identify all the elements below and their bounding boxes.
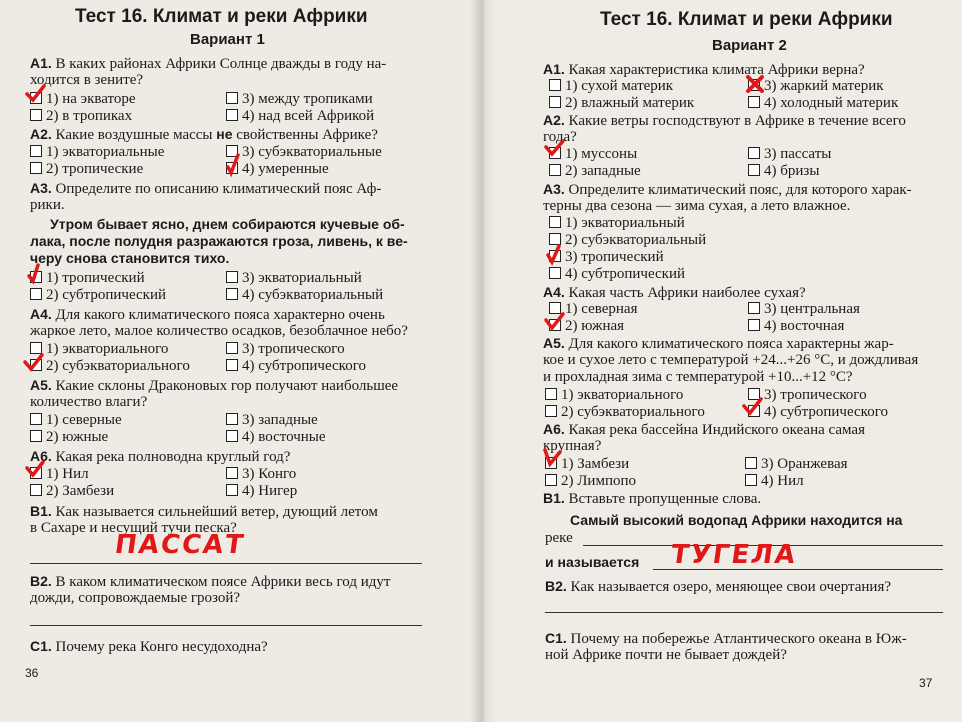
q-c1: С1. Почему на побережье Атлантического океана в Юж-	[545, 630, 907, 647]
checkbox[interactable]	[226, 109, 238, 121]
checkbox[interactable]	[30, 162, 42, 174]
checkbox[interactable]	[748, 319, 760, 331]
q-a5: А5. Для какого климатического пояса характерны жар-	[543, 335, 894, 352]
a5-option-4[interactable]: 4) субтропического	[748, 404, 888, 420]
a2-option-2[interactable]: 2) тропические	[30, 161, 143, 177]
checkmark-icon	[543, 311, 567, 333]
q-a3-cont: терны два сезона — зима сухая, а лето влажное.	[543, 198, 851, 214]
q-b1: В1. Вставьте пропущенные слова.	[543, 490, 762, 507]
a4-option-4[interactable]: 4) восточная	[748, 318, 844, 334]
checkmark-icon	[741, 396, 765, 418]
checkbox[interactable]	[748, 147, 760, 159]
q-b1-cont: в Сахаре и несущий тучи песка?	[30, 520, 237, 536]
a5-option-2[interactable]: 2) южные	[30, 429, 108, 445]
q-a5-cont: кое и сухое лето с температурой +24...+26 °С, и дождливая	[543, 352, 919, 368]
a5-option-1[interactable]: 1) северные	[30, 412, 122, 428]
a4-option-2[interactable]: 2) южная	[549, 318, 624, 334]
checkbox[interactable]	[226, 359, 238, 371]
a3-description-1: Утром бывает ясно, днем собираются кучевые об-	[50, 216, 405, 232]
checkmark-icon	[543, 243, 567, 267]
a3-option-4[interactable]: 4) субтропический	[549, 266, 685, 282]
a4-option-3[interactable]: 3) тропического	[226, 341, 345, 357]
b2-answer-line[interactable]	[545, 612, 943, 613]
checkmark-icon	[745, 74, 765, 94]
q-a1-cont: ходится в зените?	[30, 72, 144, 88]
checkbox[interactable]	[226, 413, 238, 425]
a4-option-4[interactable]: 4) субтропического	[226, 358, 366, 374]
q-a3: А3. Определите климатический пояс, для которого харак-	[543, 181, 912, 198]
a1-option-3[interactable]: 3) жаркий материк	[748, 78, 884, 94]
checkbox[interactable]	[30, 430, 42, 442]
q-a5-cont2: и прохладная зима с температурой +10...+12 °С?	[543, 369, 853, 385]
a1-option-3[interactable]: 3) между тропиками	[226, 91, 373, 107]
q-a4: А4. Для какого климатического пояса характерно очень	[30, 306, 385, 323]
a4-option-2[interactable]: 2) субэкваториального	[30, 358, 190, 374]
a3-option-1[interactable]: 1) тропический	[30, 270, 145, 286]
checkbox[interactable]	[226, 288, 238, 300]
q-a5-cont: количество влаги?	[30, 394, 148, 410]
b1-answer-line[interactable]	[30, 563, 422, 564]
b1-reka-label: реке	[545, 530, 573, 546]
a6-option-4[interactable]: 4) Нил	[745, 473, 804, 489]
book-gutter	[470, 0, 496, 722]
right-title: Тест 16. Климат и реки Африки	[600, 9, 893, 30]
a2-option-2[interactable]: 2) западные	[549, 163, 641, 179]
a2-option-3[interactable]: 3) пассаты	[748, 146, 831, 162]
a2-option-4[interactable]: 4) умеренные	[226, 161, 329, 177]
q-a6: А6. Какая река полноводна круглый год?	[30, 448, 291, 465]
a1-option-1[interactable]: 1) сухой материк	[549, 78, 673, 94]
checkmark-icon	[22, 352, 46, 374]
a3-option-3[interactable]: 3) тропический	[549, 249, 664, 265]
checkbox[interactable]	[226, 92, 238, 104]
a4-option-1[interactable]: 1) экваториального	[30, 341, 168, 357]
checkmark-icon	[222, 153, 246, 179]
checkbox[interactable]	[549, 164, 561, 176]
checkmark-icon	[24, 262, 48, 286]
a6-option-1[interactable]: 1) Нил	[30, 466, 89, 482]
q-a4: А4. Какая часть Африки наиболее сухая?	[543, 284, 806, 301]
q-c1-cont: ной Африке почти не бывает дождей?	[545, 647, 787, 663]
a2-option-3[interactable]: 3) субэкваториальные	[226, 144, 382, 160]
a4-option-1[interactable]: 1) северная	[549, 301, 637, 317]
q-a1: А1. Какая характеристика климата Африки верна?	[543, 61, 865, 78]
a3-option-4[interactable]: 4) субэкваториальный	[226, 287, 383, 303]
checkbox[interactable]	[745, 457, 757, 469]
checkbox[interactable]	[30, 413, 42, 425]
checkbox[interactable]	[748, 164, 760, 176]
checkbox[interactable]	[226, 467, 238, 479]
checkmark-icon	[24, 83, 48, 105]
checkbox[interactable]	[549, 216, 561, 228]
q-b2: В2. Как называется озеро, меняющее свои очертания?	[545, 578, 892, 595]
a1-option-2[interactable]: 2) влажный материк	[549, 95, 694, 111]
q-a3-cont: рики.	[30, 197, 65, 213]
a2-option-4[interactable]: 4) бризы	[748, 163, 819, 179]
checkbox[interactable]	[545, 405, 557, 417]
checkmark-icon	[24, 458, 48, 480]
a6-option-4[interactable]: 4) Нигер	[226, 483, 297, 499]
checkbox[interactable]	[745, 474, 757, 486]
checkmark-icon	[541, 447, 565, 469]
checkbox[interactable]	[30, 288, 42, 300]
q-a2-cont: года?	[543, 129, 577, 145]
checkmark-icon	[543, 138, 567, 160]
q-b2: В2. В каком климатическом поясе Африки весь год идут	[30, 573, 391, 590]
page-number-left: 36	[25, 666, 39, 680]
a5-option-2[interactable]: 2) субэкваториального	[545, 404, 705, 420]
q-a2: А2. Какие воздушные массы не свойственны Африке?	[30, 126, 378, 143]
b1-named-label: и называется	[545, 554, 640, 570]
a3-description-3: черу снова становится тихо.	[30, 250, 230, 266]
left-variant: Вариант 1	[190, 31, 265, 48]
a5-option-4[interactable]: 4) восточные	[226, 429, 326, 445]
q-c1: С1. Почему река Конго несудоходна?	[30, 638, 268, 655]
q-b1: В1. Как называется сильнейший ветер, дующий летом	[30, 503, 378, 520]
checkbox[interactable]	[226, 271, 238, 283]
checkbox[interactable]	[549, 79, 561, 91]
a1-option-1[interactable]: 1) на экваторе	[30, 91, 136, 107]
a5-option-1[interactable]: 1) экваториального	[545, 387, 683, 403]
a6-option-2[interactable]: 2) Замбези	[30, 483, 114, 499]
a6-option-3[interactable]: 3) Конго	[226, 466, 296, 482]
q-a5: А5. Какие склоны Драконовых гор получают наибольшее	[30, 377, 399, 394]
q-a1: А1. В каких районах Африки Солнце дважды в году на-	[30, 55, 387, 72]
checkbox[interactable]	[748, 96, 760, 108]
a3-option-1[interactable]: 1) экваториальный	[549, 215, 685, 231]
right-variant: Вариант 2	[712, 37, 787, 54]
b2-answer-line[interactable]	[30, 625, 422, 626]
checkbox[interactable]	[549, 96, 561, 108]
right-page	[483, 0, 962, 722]
q-a4-cont: жаркое лето, малое количество осадков, безоблачное небо?	[30, 323, 408, 339]
a2-option-1[interactable]: 1) муссоны	[549, 146, 637, 162]
page-number-right: 37	[919, 676, 933, 690]
checkbox[interactable]	[30, 484, 42, 496]
b1-handwritten-answer[interactable]: ПАССАТ	[112, 530, 248, 560]
a1-option-4[interactable]: 4) над всей Африкой	[226, 108, 374, 124]
a5-option-3[interactable]: 3) тропического	[748, 387, 867, 403]
a4-option-3[interactable]: 3) центральная	[748, 301, 860, 317]
a2-option-1[interactable]: 1) экваториальные	[30, 144, 164, 160]
checkbox[interactable]	[226, 484, 238, 496]
checkbox[interactable]	[30, 145, 42, 157]
a6-option-2[interactable]: 2) Лимпопо	[545, 473, 636, 489]
a3-description-2: лака, после полудня разражаются гроза, ливень, к ве-	[30, 233, 408, 249]
checkbox[interactable]	[748, 302, 760, 314]
a5-option-3[interactable]: 3) западные	[226, 412, 318, 428]
a6-option-1[interactable]: 1) Замбези	[545, 456, 629, 472]
checkbox[interactable]	[545, 388, 557, 400]
left-title: Тест 16. Климат и реки Африки	[75, 6, 368, 27]
checkbox[interactable]	[30, 109, 42, 121]
a1-option-2[interactable]: 2) в тропиках	[30, 108, 132, 124]
a3-option-3[interactable]: 3) экваториальный	[226, 270, 362, 286]
a6-option-3[interactable]: 3) Оранжевая	[745, 456, 848, 472]
a3-option-2[interactable]: 2) субтропический	[30, 287, 166, 303]
q-a6: А6. Какая река бассейна Индийского океана самая	[543, 421, 865, 438]
checkbox[interactable]	[226, 430, 238, 442]
checkbox[interactable]	[549, 267, 561, 279]
a1-option-4[interactable]: 4) холодный материк	[748, 95, 898, 111]
b1-sentence: Самый высокий водопад Африки находится на	[570, 512, 903, 528]
q-a3: А3. Определите по описанию климатический пояс Аф-	[30, 180, 382, 197]
q-b2-cont: дожди, сопровождаемые грозой?	[30, 590, 241, 606]
checkbox[interactable]	[545, 474, 557, 486]
q-a2: А2. Какие ветры господствуют в Африке в течение всего	[543, 112, 906, 129]
checkbox[interactable]	[226, 342, 238, 354]
q-a6-cont: крупная?	[543, 438, 602, 454]
a3-option-2[interactable]: 2) субэкваториальный	[549, 232, 706, 248]
b1-handwritten-answer[interactable]: ТУГЕЛА	[668, 540, 799, 570]
